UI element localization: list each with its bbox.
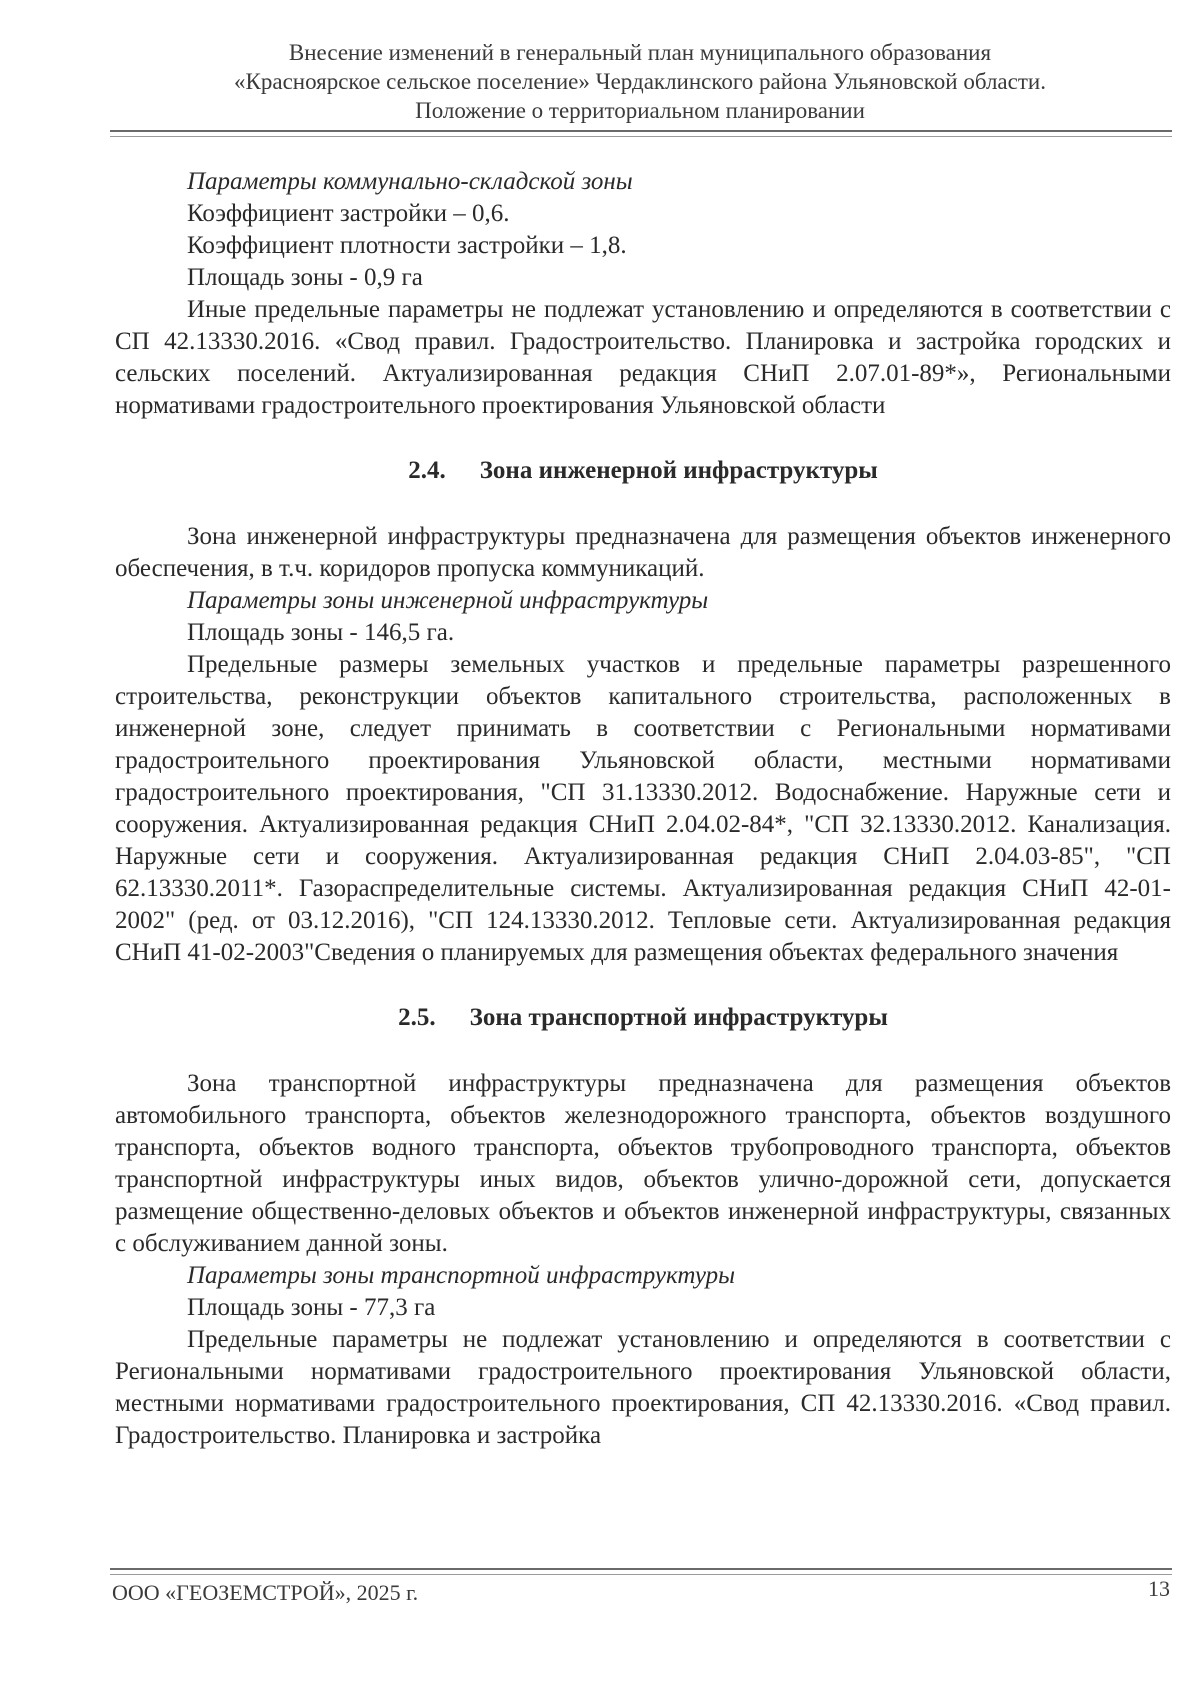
- header-line-3: Положение о территориальном планировании: [415, 98, 865, 123]
- document-body: [115, 166, 1171, 1452]
- running-header: [110, 38, 1170, 125]
- area-warehouse: Площадь зоны - 0,9 га: [187, 264, 423, 291]
- section-title-2-4: Зона инженерной инфраструктуры: [479, 457, 878, 484]
- section-heading-2-5: [115, 1002, 1171, 1034]
- section-number-2-4: 2.4.: [408, 457, 446, 484]
- intro-transport: Зона транспортной инфраструктуры предназначена для размещения объектов автомобильного транспорта, объектов железнодорожного транспорта, объектов воздушного транспорта, объектов водного транспорта, объектов трубопроводного транспорта, объектов транспортной инфраструктуры иных видов, объектов улично-дорожной сети, допускается размещение общественно-деловых объектов и объектов инженерной инфраструктуры, связанных с обслуживанием данной зоны.: [115, 1070, 1171, 1257]
- header-divider: [110, 130, 1172, 137]
- section-heading-2-4: [115, 455, 1171, 487]
- limits-engineering: Предельные размеры земельных участков и предельные параметры разрешенного строительства, реконструкции объектов капитального строительства, расположенных в инженерной зоне, следует принимать в соответствии с Региональными нормативами градостроительного проектирования Ульяновской области, местными нормативами градостроительного проектирования, "СП 31.13330.2012. Водоснабжение. Наружные сети и сооружения. Актуализированная редакция СНиП 2.04.02-84*, "СП 32.13330.2012. Канализация. Наружные сети и сооружения. Актуализированная редакция СНиП 2.04.03-85", "СП 62.13330.2011*. Газораспределительные системы. Актуализированная редакция СНиП 42-01-2002" (ред. от 03.12.2016), "СП 124.13330.2012. Тепловые сети. Актуализированная редакция СНиП 41-02-2003"Сведения о планируемых для размещения объектах федерального значения: [115, 651, 1171, 966]
- intro-engineering: Зона инженерной инфраструктуры предназначена для размещения объектов инженерного обеспечения, в т.ч. коридоров пропуска коммуникаций.: [115, 523, 1171, 582]
- footer-divider: [110, 1568, 1172, 1575]
- other-params-warehouse: Иные предельные параметры не подлежат установлению и определяются в соответствии с СП 42.13330.2016. «Свод правил. Градостроительство. Планировка и застройка городских и сельских поселений. Актуализированная редакция СНиП 2.07.01-89*», Региональными нормативами градостроительного проектирования Ульяновской области: [115, 296, 1171, 419]
- limits-transport: Предельные параметры не подлежат установлению и определяются в соответствии с Региональными нормативами градостроительного проектирования Ульяновской области, местными нормативами градостроительного проектирования, СП 42.13330.2016. «Свод правил. Градостроительство. Планировка и застройка: [115, 1326, 1171, 1449]
- params-title-transport: Параметры зоны транспортной инфраструктуры: [187, 1262, 736, 1289]
- area-transport: Площадь зоны - 77,3 га: [187, 1294, 436, 1321]
- coef-build: Коэффициент застройки – 0,6.: [187, 200, 510, 227]
- params-title-engineering: Параметры зоны инженерной инфраструктуры: [187, 587, 709, 614]
- coef-density: Коэффициент плотности застройки – 1,8.: [187, 232, 627, 259]
- section-title-2-5: Зона транспортной инфраструктуры: [469, 1004, 888, 1031]
- area-engineering: Площадь зоны - 146,5 га.: [187, 619, 455, 646]
- page-number: 13: [1148, 1576, 1170, 1601]
- section-number-2-5: 2.5.: [398, 1004, 436, 1031]
- footer-company: ООО «ГЕОЗЕМСТРОЙ», 2025 г.: [112, 1580, 419, 1605]
- header-line-1: Внесение изменений в генеральный план муниципального образования: [288, 40, 992, 65]
- params-title-warehouse: Параметры коммунально-складской зоны: [187, 168, 633, 195]
- header-line-2: «Красноярское сельское поселение» Чердаклинского района Ульяновской области.: [234, 69, 1046, 94]
